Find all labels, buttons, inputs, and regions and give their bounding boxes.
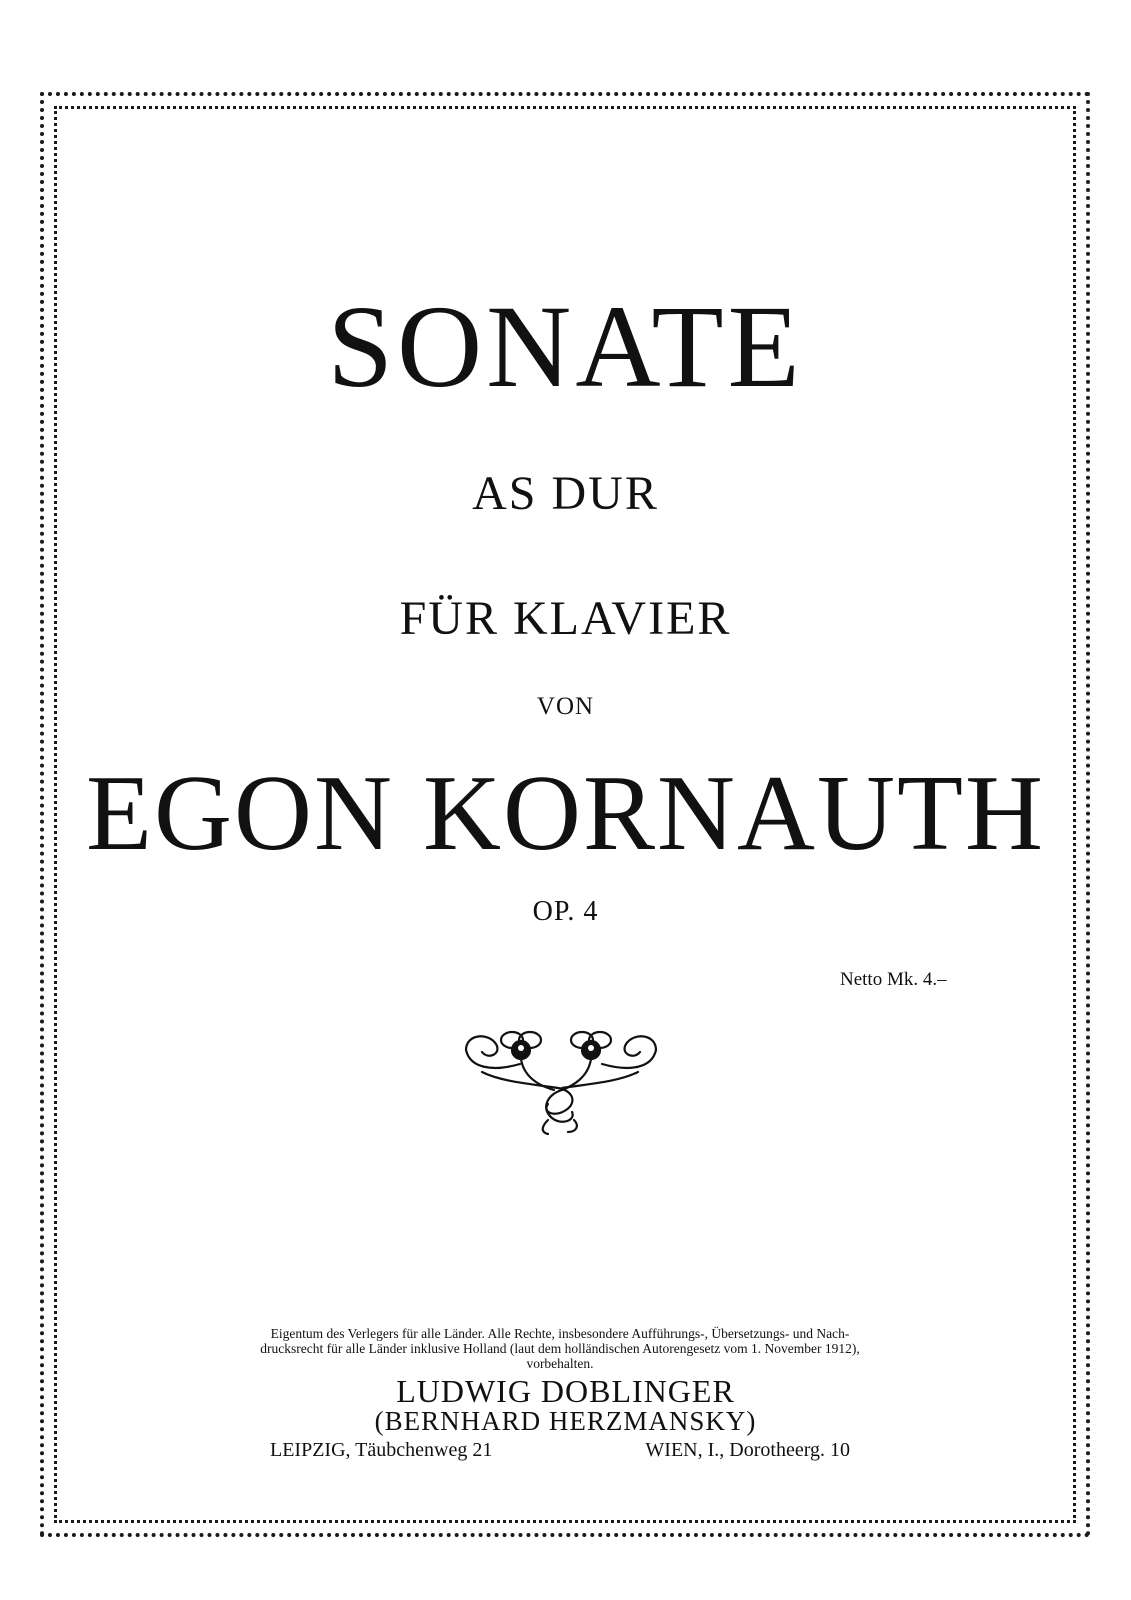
key-signature: AS DUR <box>472 467 659 520</box>
copyright-notice <box>170 1326 950 1371</box>
opus-number: OP. 4 <box>532 896 599 927</box>
title: SONATE <box>327 281 804 412</box>
copyright-line-3: vorbehalten. <box>526 1356 594 1371</box>
price-label: Netto Mk. 4.– <box>840 969 947 990</box>
by-label: VON <box>536 693 595 720</box>
publisher-owner: (BERNHARD HERZMANSKY) <box>374 1406 757 1436</box>
instrumentation: FÜR KLAVIER <box>399 592 732 645</box>
composer-name: EGON KORNAUTH <box>86 754 1045 873</box>
floral-ornament-icon <box>462 1028 660 1136</box>
copyright-line-1: Eigentum des Verlegers für alle Länder. Alle Rechte, insbesondere Aufführungs-, Übersetzungs- und Nach- <box>270 1326 850 1341</box>
publisher-name: LUDWIG DOBLINGER <box>396 1373 735 1409</box>
publisher-addresses <box>270 1440 850 1466</box>
address-wien: WIEN, I., Dorotheerg. 10 <box>645 1439 850 1461</box>
copyright-line-2: drucksrecht für alle Länder inklusive Holland (laut dem holländischen Autorengesetz vom 1. November 1912), <box>260 1341 860 1356</box>
address-leipzig: LEIPZIG, Täubchenweg 21 <box>270 1439 493 1461</box>
